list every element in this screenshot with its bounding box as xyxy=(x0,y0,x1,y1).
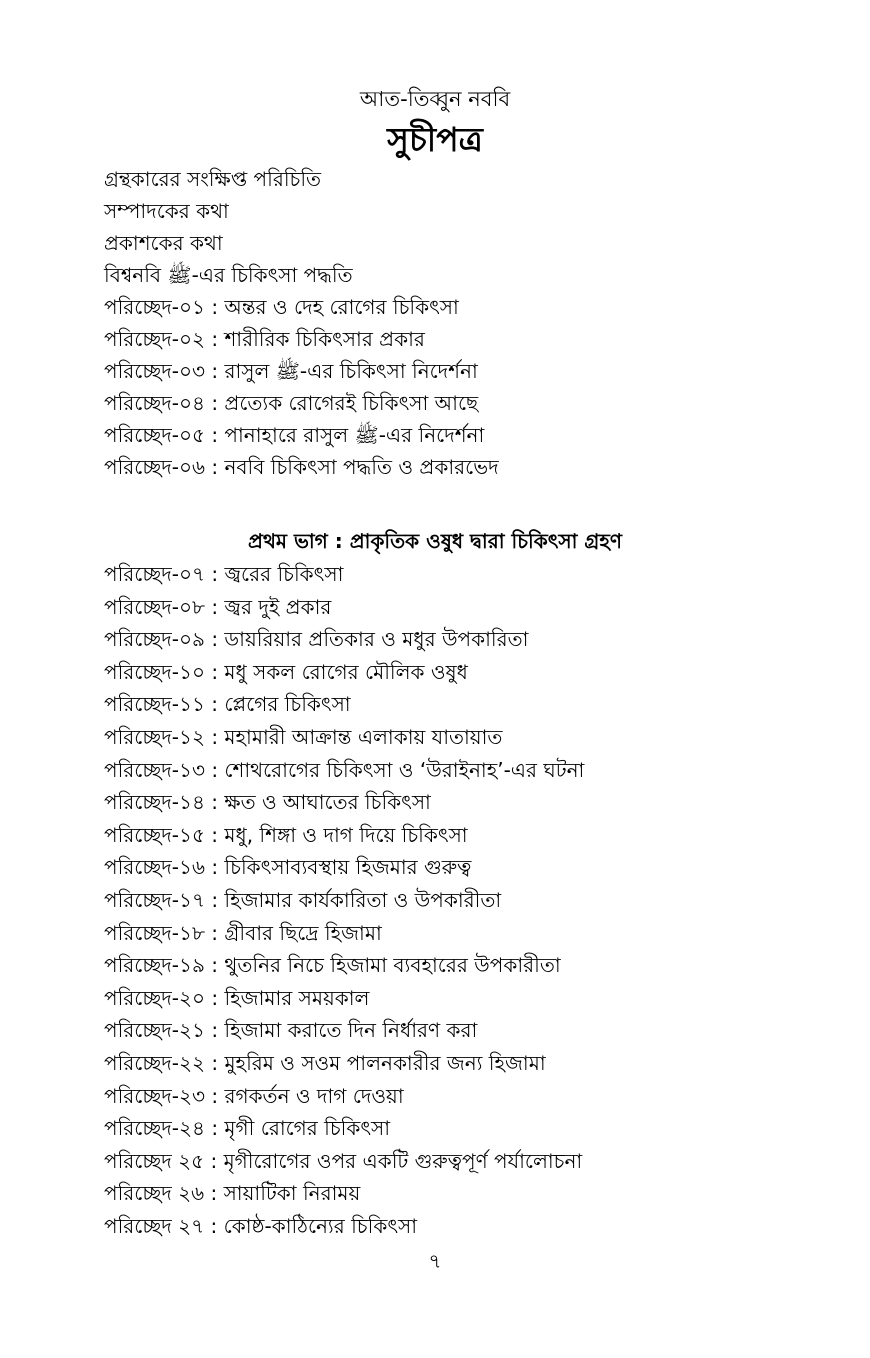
toc-entry: পরিচ্ছেদ-১৪ : ক্ষত ও আঘাতের চিকিৎসা xyxy=(104,790,431,815)
toc-entry: পরিচ্ছেদ-০৯ : ডায়রিয়ার প্রতিকার ও মধুর উপকারিতা xyxy=(104,627,529,652)
toc-entry: পরিচ্ছেদ ২৬ : সায়াটিকা নিরাময় xyxy=(104,1181,361,1206)
toc-entry: পরিচ্ছেদ-০৫ : পানাহারে রাসুল ﷺ-এর নিদের্শনা xyxy=(104,423,485,447)
toc-entry: পরিচ্ছেদ-০৩ : রাসুল ﷺ-এর চিকিৎসা নিদের্শনা xyxy=(104,359,478,383)
toc-entry: পরিচ্ছেদ-০৪ : প্রত্যেক রোগেরই চিকিৎসা আছে xyxy=(104,391,479,415)
toc-entry: পরিচ্ছেদ-২০ : হিজামার সময়কাল xyxy=(104,985,370,1010)
toc-title: সুচীপত্র xyxy=(387,120,483,159)
toc-entry: পরিচ্ছেদ-০৭ : জ্বরের চিকিৎসা xyxy=(104,562,344,586)
toc-entry: পরিচ্ছেদ-০১ : অন্তর ও দেহ রোগের চিকিৎসা xyxy=(104,295,459,319)
toc-entry: পরিচ্ছেদ-১২ : মহামারী আক্রান্ত এলাকায় যাতায়াত xyxy=(104,724,503,749)
toc-entry: পরিচ্ছেদ-১৭ : হিজামার কার্যকারিতা ও উপকারীতা xyxy=(104,887,502,912)
toc-entry: পরিচ্ছেদ-২৪ : মৃগী রোগের চিকিৎসা xyxy=(104,1116,391,1141)
toc-entry: পরিচ্ছেদ-২১ : হিজামা করাতে দিন নির্ধারণ করা xyxy=(104,1018,478,1043)
toc-entry: পরিচ্ছেদ-১৩ : শোথরোগের চিকিৎসা ও ‘উরাইনাহ’-এর ঘটনা xyxy=(104,757,585,782)
toc-entry: গ্রন্থকারের সংক্ষিপ্ত পরিচিতি xyxy=(104,167,322,191)
page-number: ৭ xyxy=(428,1249,442,1273)
front-matter-list xyxy=(104,163,824,483)
toc-entry: পরিচ্ছেদ-১৯ : থুতনির নিচে হিজামা ব্যবহারের উপকারীতা xyxy=(104,953,561,978)
toc-entry: পরিচ্ছেদ-১৬ : চিকিৎসাব্যবস্থায় হিজমার গুরুত্ব xyxy=(104,855,472,880)
toc-entry: পরিচ্ছেদ-০৮ : জ্বর দুই প্রকার xyxy=(104,594,332,619)
toc-entry: পরিচ্ছেদ-২৩ : রগকর্তন ও দাগ দেওয়া xyxy=(104,1083,404,1108)
toc-entry: পরিচ্ছেদ ২৫ : মৃগীরোগের ওপর একটি গুরুত্বপূর্ণ পর্যালোচনা xyxy=(104,1148,583,1173)
toc-entry: পরিচ্ছেদ-২২ : মুহরিম ও সওম পালনকারীর জন্য হিজামা xyxy=(104,1050,546,1075)
part-one-list xyxy=(104,558,824,1242)
toc-entry: পরিচ্ছেদ-০৬ : নববি চিকিৎসা পদ্ধতি ও প্রকারভেদ xyxy=(104,455,499,479)
toc-entry: পরিচ্ছেদ-১০ : মধু সকল রোগের মৌলিক ওষুধ xyxy=(104,659,468,684)
toc-entry: পরিচ্ছেদ-১৮ : গ্রীবার ছিদ্রে হিজামা xyxy=(104,920,382,945)
toc-entry: পরিচ্ছেদ-১৫ : মধু, শিঙ্গা ও দাগ দিয়ে চিকিৎসা xyxy=(104,822,468,847)
toc-entry: প্রকাশকের কথা xyxy=(104,231,223,255)
toc-entry: পরিচ্ছেদ-১১ : প্লেগের চিকিৎসা xyxy=(104,692,351,717)
toc-entry: পরিচ্ছেদ ২৭ : কোষ্ঠ-কাঠিন্যের চিকিৎসা xyxy=(104,1213,418,1238)
part-heading: প্রথম ভাগ : প্রাকৃতিক ওষুধ দ্বারা চিকিৎসা গ্রহণ xyxy=(248,529,622,553)
book-title: আত-তিব্বুন নববি xyxy=(359,87,511,111)
toc-entry: সম্পাদকের কথা xyxy=(104,199,229,223)
toc-entry: পরিচ্ছেদ-০২ : শারীরিক চিকিৎসার প্রকার xyxy=(104,327,425,351)
toc-entry: বিশ্বনবি ﷺ-এর চিকিৎসা পদ্ধতি xyxy=(104,263,353,287)
